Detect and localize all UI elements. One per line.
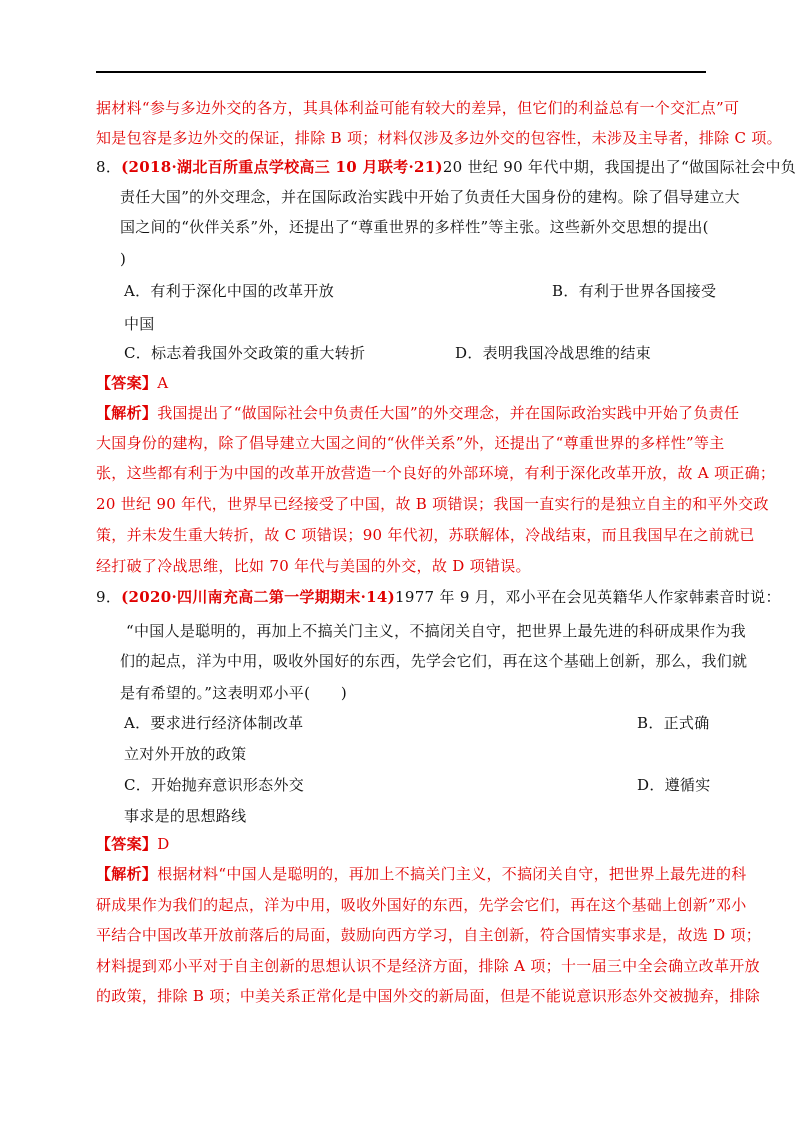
question-9-stem-2: “中国人是聪明的，再加上不搞关门主义，不搞闭关自守，把世界上最先进的科研成果作为我 [126, 622, 746, 640]
question-8-number: 8． [96, 158, 122, 176]
question-8-analysis-line-1 [96, 403, 739, 423]
question-9-option-c: C．开始抛弃意识形态外交 [124, 776, 305, 794]
analysis-tag: 【解析】 [96, 865, 158, 883]
question-9-option-b-cont: 立对外开放的政策 [124, 745, 247, 763]
question-9-analysis-line-4: 材料提到邓小平对于自主创新的思想认识不是经济方面，排除 A 项；十一届三中全会确立改革开放 [96, 957, 760, 975]
question-9-line-1 [96, 587, 781, 607]
question-8-stem-1: 20 世纪 90 年代中期，我国提出了“做国际社会中负 [442, 158, 797, 176]
prev-analysis-line-1: 据材料“参与多边外交的各方，其具体利益可能有较大的差异，但它们的利益总有一个交汇点”可 [96, 99, 740, 117]
question-9-analysis-line-1 [96, 864, 747, 884]
question-8-option-a: A．有利于深化中国的改革开放 [124, 282, 335, 300]
answer-value: D [157, 835, 170, 853]
answer-tag: 【答案】 [96, 835, 158, 853]
question-9-answer [96, 834, 170, 854]
question-8-analysis-line-6: 经打破了冷战思维，比如 70 年代与美国的外交，故 D 项错误。 [96, 557, 531, 575]
question-8-option-c: C．标志着我国外交政策的重大转折 [124, 344, 366, 362]
question-8-line-1 [96, 157, 796, 177]
question-9-stem-1: 1977 年 9 月，邓小平在会见英籍华人作家韩素音时说： [395, 588, 781, 606]
question-9-analysis-line-3: 平结合中国改革开放前落后的局面，鼓励向西方学习，自主创新，符合国情实事求是，故选 D 项； [96, 926, 762, 944]
analysis-text: 我国提出了“做国际社会中负责任大国”的外交理念，并在国际政治实践中开始了负责任 [157, 404, 740, 422]
question-9-option-b: B．正式确 [637, 714, 710, 732]
question-9-analysis-line-2: 研成果作为我们的起点，洋为中用，吸收外国好的东西，先学会它们，再在这个基础上创新”邓小 [96, 896, 747, 914]
question-9-source: (2020·四川南充高二第一学期期末·14) [121, 588, 396, 606]
question-8-stem-4: ) [120, 250, 127, 268]
question-8-answer [96, 373, 168, 393]
question-9-option-d: D．遵循实 [637, 776, 711, 794]
question-9-option-d-cont: 事求是的思想路线 [124, 807, 247, 825]
question-8-analysis-line-3: 张，这些都有利于为中国的改革开放营造一个良好的外部环境，有利于深化改革开放，故 A 项正确； [96, 464, 776, 482]
header-rule [96, 71, 706, 73]
question-8-stem-3: 国之间的“伙伴关系”外，还提出了“尊重世界的多样性”等主张。这些新外交思想的提出( [120, 218, 709, 236]
question-8-analysis-line-4: 20 世纪 90 年代，世界早已经接受了中国，故 B 项错误；我国一直实行的是独立自主的和平外交政 [96, 495, 769, 513]
question-8-analysis-line-2: 大国身份的建构，除了倡导建立大国之间的“伙伴关系”外，还提出了“尊重世界的多样性”等主 [96, 434, 725, 452]
question-9-stem-3: 们的起点，洋为中用，吸收外国好的东西，先学会它们，再在这个基础上创新，那么，我们就 [120, 652, 748, 670]
question-8-option-b-cont: 中国 [124, 315, 155, 333]
question-9-stem-4: 是有希望的。”这表明邓小平( ) [120, 684, 347, 702]
answer-tag: 【答案】 [96, 374, 158, 392]
question-9-number: 9． [96, 588, 122, 606]
prev-analysis-line-2: 知是包容是多边外交的保证，排除 B 项；材料仅涉及多边外交的包容性，未涉及主导者，排除 C 项。 [96, 129, 782, 147]
question-8-stem-2: 责任大国”的外交理念，并在国际政治实践中开始了负责任大国身份的建构。除了倡导建立大 [120, 188, 740, 206]
question-8-option-b: B．有利于世界各国接受 [552, 282, 717, 300]
question-8-option-d: D．表明我国冷战思维的结束 [455, 344, 651, 362]
question-8-source: (2018·湖北百所重点学校高三 10 月联考·21) [121, 158, 443, 176]
question-9-analysis-line-5: 的政策，排除 B 项；中美关系正常化是中国外交的新局面，但是不能说意识形态外交被抛弃，排除 [96, 987, 761, 1005]
question-9-option-a: A．要求进行经济体制改革 [124, 714, 304, 732]
analysis-tag: 【解析】 [96, 404, 158, 422]
analysis-text: 根据材料“中国人是聪明的，再加上不搞关门主义，不搞闭关自守，把世界上最先进的科 [157, 865, 747, 883]
answer-value: A [157, 374, 169, 392]
question-8-analysis-line-5: 策，并未发生重大转折，故 C 项错误；90 年代初，苏联解体，冷战结束，而且我国早在之前就已 [96, 526, 755, 544]
